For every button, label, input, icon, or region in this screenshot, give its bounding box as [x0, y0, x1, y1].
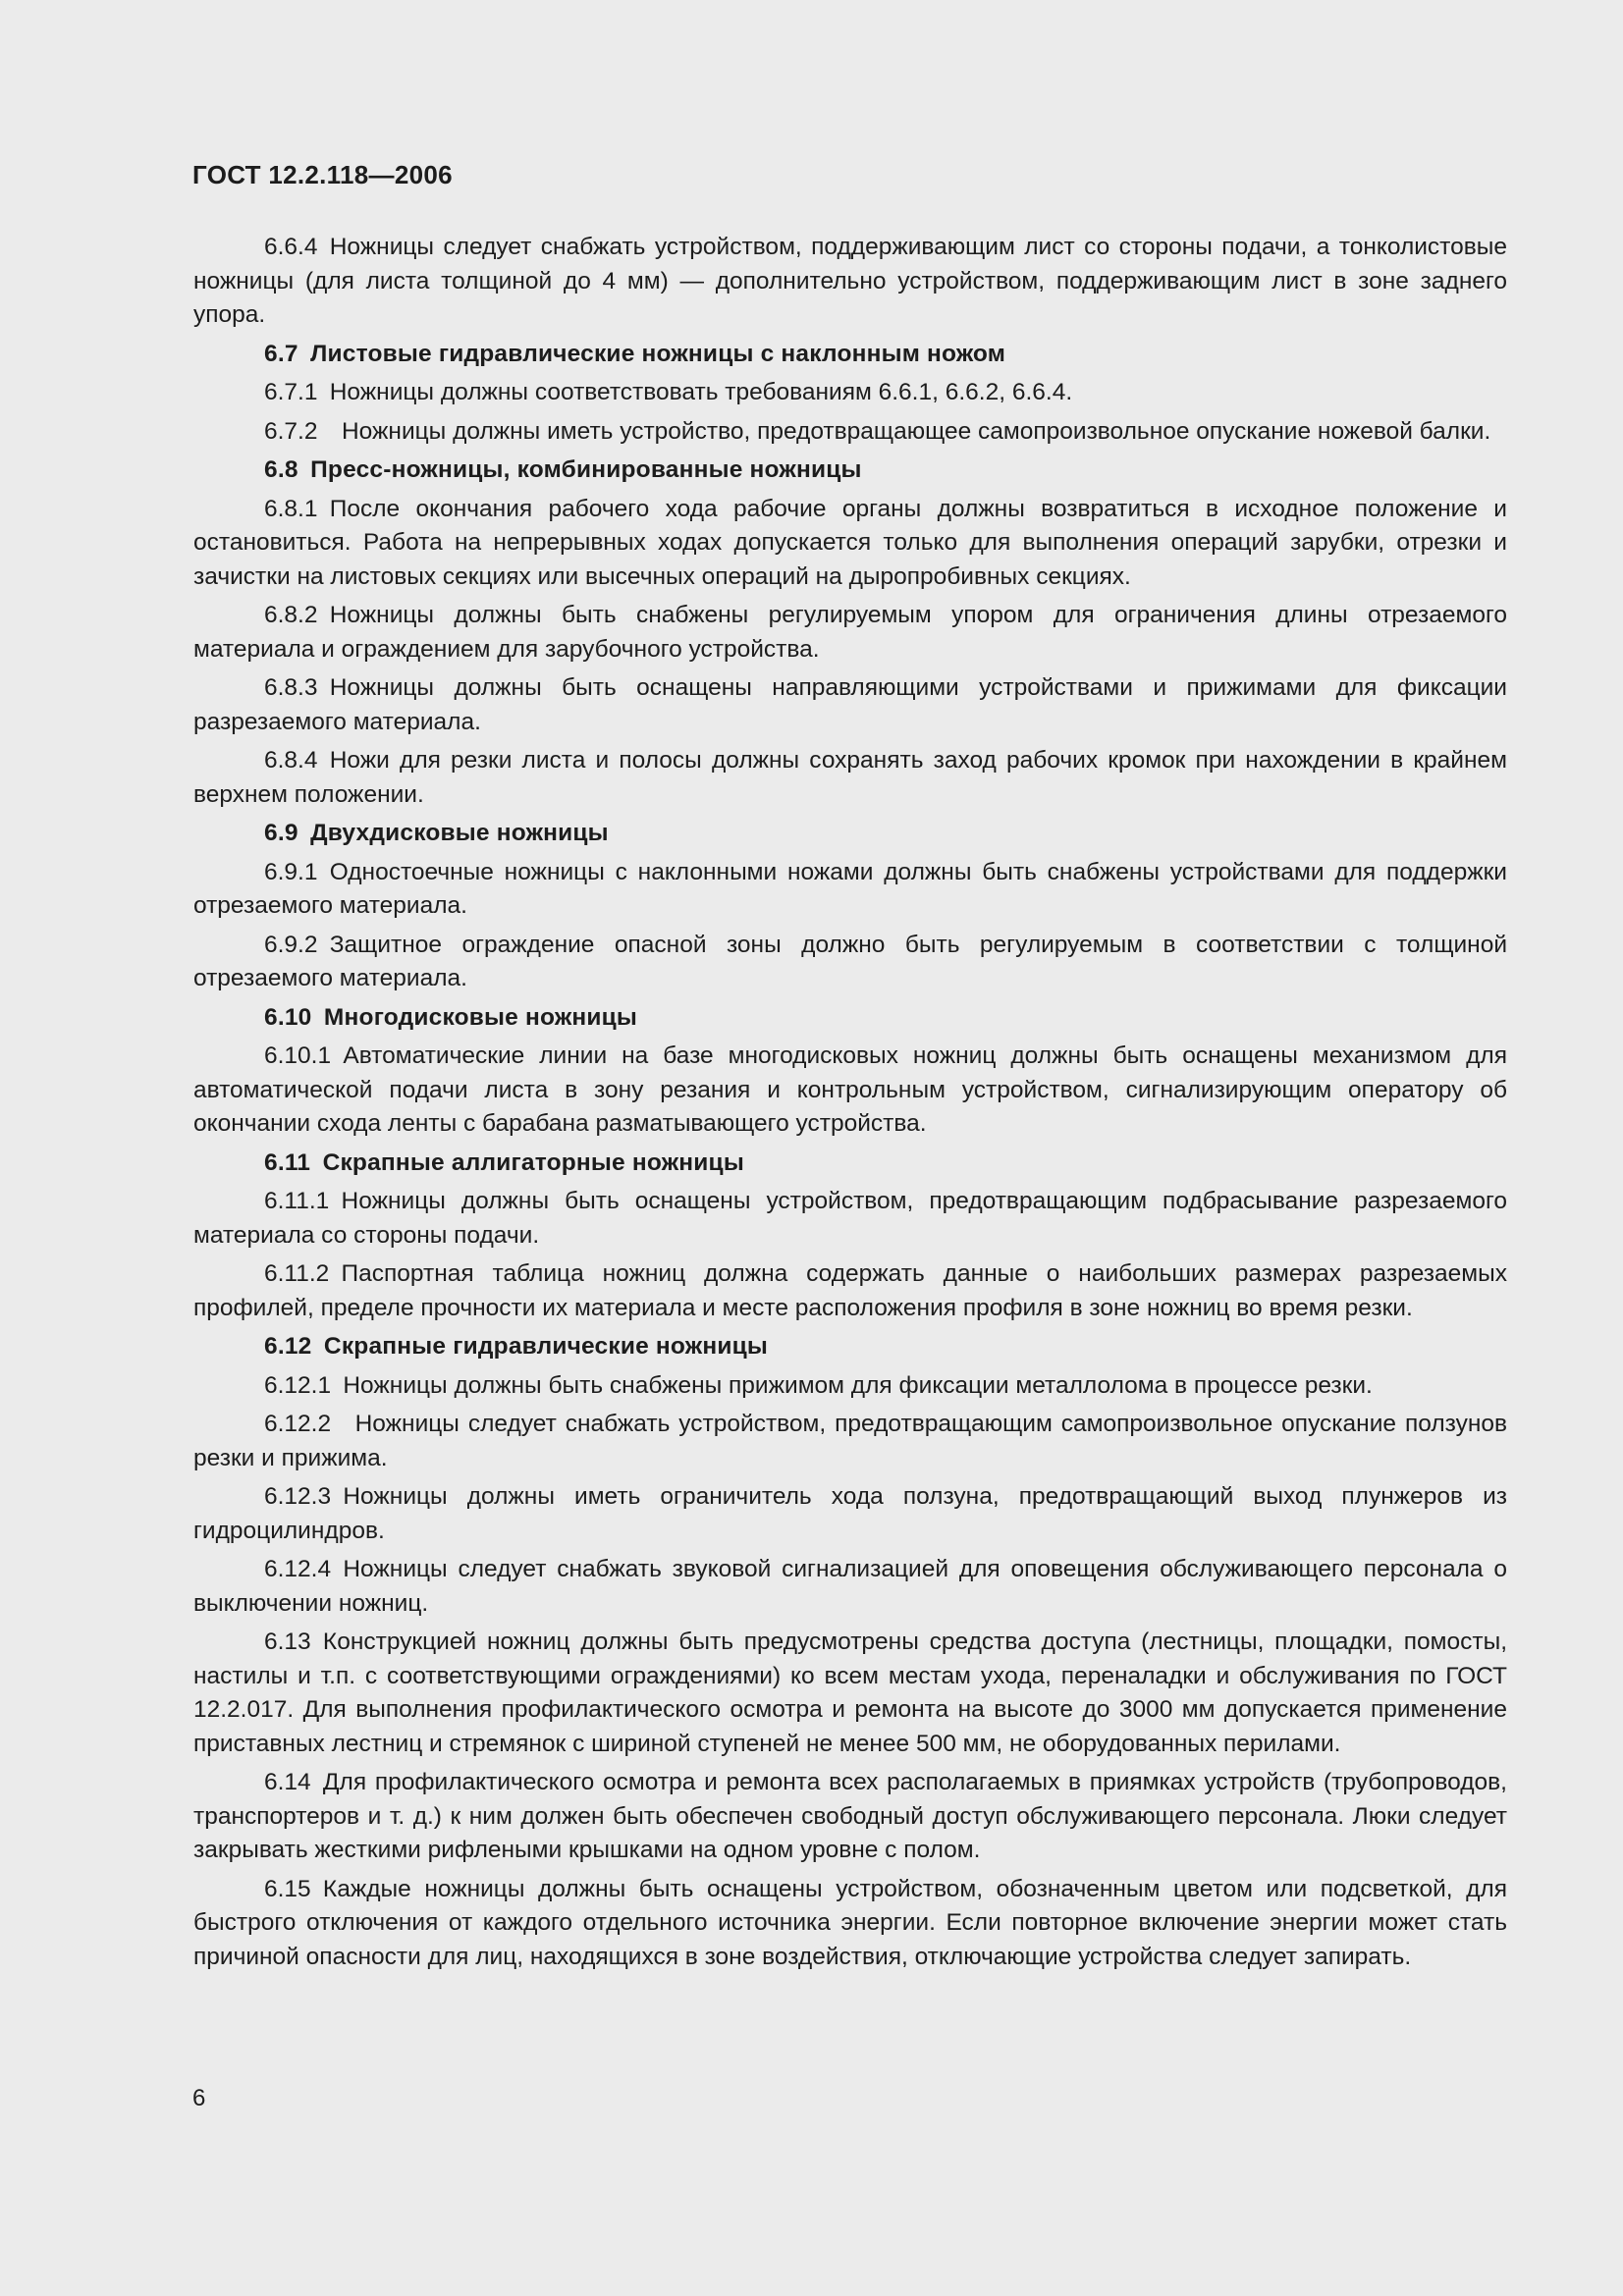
paragraph-6-11-2: 6.11.2 Паспортная таблица ножниц должна содержать данные о наибольших размерах разрезаемых профилей, пределе прочности их материала и месте расположения профиля в зоне ножниц во время резки.	[193, 1260, 1507, 1321]
paragraph-6-8-2: 6.8.2 Ножницы должны быть снабжены регулируемым упором для ограничения длины отрезаемого материала и ограждением для зарубочного устройства.	[193, 602, 1507, 663]
document-header: ГОСТ 12.2.118—2006	[192, 160, 453, 189]
paragraph-6-6-4: 6.6.4 Ножницы следует снабжать устройством, поддерживающим лист со стороны подачи, а тонколистовые ножницы (для листа толщиной до 4 мм) — дополнительно устройством, поддерживающим лист в зоне заднего упора.	[193, 234, 1507, 328]
paragraph-6-14: 6.14 Для профилактического осмотра и ремонта всех располагаемых в приямках устройств (трубопроводов, транспортеров и т. д.) к ним должен быть обеспечен свободный доступ обслуживающего персонала. Люки следует закрывать жесткими рифлеными крышками на одном уровне с полом.	[193, 1769, 1507, 1863]
paragraph-6-13: 6.13 Конструкцией ножниц должны быть предусмотрены средства доступа (лестницы, площадки, помосты, настилы и т.п. с соответствующими ограждениями) ко всем местам ухода, переналадки и обслуживания по ГОСТ 12.2.017. Для выполнения профилактического осмотра и ремонта на высоте до 3000 мм допускается применение приставных лестниц и стремянок с шириной ступеней не менее 500 мм, не оборудованных перилами.	[193, 1629, 1507, 1757]
paragraph-6-10-1: 6.10.1 Автоматические линии на базе многодисковых ножниц должны быть оснащены механизмом для автоматической подачи листа в зону резания и контрольным устройством, сигнализирующим оператору об окончании схода ленты с барабана разматывающего устройства.	[193, 1042, 1507, 1137]
paragraph-6-15: 6.15 Каждые ножницы должны быть оснащены устройством, обозначенным цветом или подсветкой, для быстрого отключения от каждого отдельного источника энергии. Если повторное включение энергии может стать причиной опасности для лиц, находящихся в зоне воздействия, отключающие устройства следует запирать.	[193, 1875, 1507, 1970]
section-heading-6-12: 6.12 Скрапные гидравлические ножницы	[264, 1333, 768, 1360]
section-heading-6-10: 6.10 Многодисковые ножницы	[264, 1003, 638, 1031]
document-body	[193, 231, 1507, 1979]
paragraph-6-8-3: 6.8.3 Ножницы должны быть оснащены направляющими устройствами и прижимами для фиксации разрезаемого материала.	[193, 674, 1507, 735]
page-number: 6	[192, 2085, 206, 2111]
paragraph-6-8-4: 6.8.4 Ножи для резки листа и полосы должны сохранять заход рабочих кромок при нахождении в крайнем верхнем положении.	[193, 747, 1507, 808]
paragraph-6-9-2: 6.9.2 Защитное ограждение опасной зоны должно быть регулируемым в соответствии с толщиной отрезаемого материала.	[193, 931, 1507, 991]
section-heading-6-9: 6.9 Двухдисковые ножницы	[264, 820, 609, 846]
paragraph-6-12-1: 6.12.1 Ножницы должны быть снабжены прижимом для фиксации металлолома в процессе резки.	[264, 1371, 1373, 1399]
section-heading-6-8: 6.8 Пресс-ножницы, комбинированные ножницы	[264, 456, 862, 483]
paragraph-6-11-1: 6.11.1 Ножницы должны быть оснащены устройством, предотвращающим подбрасывание разрезаемого материала со стороны подачи.	[193, 1188, 1507, 1249]
paragraph-6-12-4: 6.12.4 Ножницы следует снабжать звуковой сигнализацией для оповещения обслуживающего персонала о выключении ножниц.	[193, 1556, 1507, 1617]
paragraph-6-12-3: 6.12.3 Ножницы должны иметь ограничитель хода ползуна, предотвращающий выход плунжеров из гидроцилиндров.	[193, 1483, 1507, 1544]
paragraph-6-12-2: 6.12.2 Ножницы следует снабжать устройством, предотвращающим самопроизвольное опускание ползунов резки и прижима.	[193, 1411, 1507, 1471]
section-heading-6-11: 6.11 Скрапные аллигаторные ножницы	[264, 1148, 744, 1176]
section-heading-6-7: 6.7 Листовые гидравлические ножницы с наклонным ножом	[264, 340, 1006, 367]
paragraph-6-7-2: 6.7.2 Ножницы должны иметь устройство, предотвращающее самопроизвольное опускание ножевой балки.	[264, 417, 1491, 445]
paragraph-6-9-1: 6.9.1 Одностоечные ножницы с наклонными ножами должны быть снабжены устройствами для поддержки отрезаемого материала.	[193, 858, 1507, 919]
paragraph-6-8-1: 6.8.1 После окончания рабочего хода рабочие органы должны возвратиться в исходное положение и остановиться. Работа на непрерывных ходах допускается только для выполнения операций зарубки, отрезки и зачистки на листовых секциях или высечных операций на дыропробивных секциях.	[193, 495, 1507, 590]
paragraph-6-7-1: 6.7.1 Ножницы должны соответствовать требованиям 6.6.1, 6.6.2, 6.6.4.	[264, 379, 1073, 405]
